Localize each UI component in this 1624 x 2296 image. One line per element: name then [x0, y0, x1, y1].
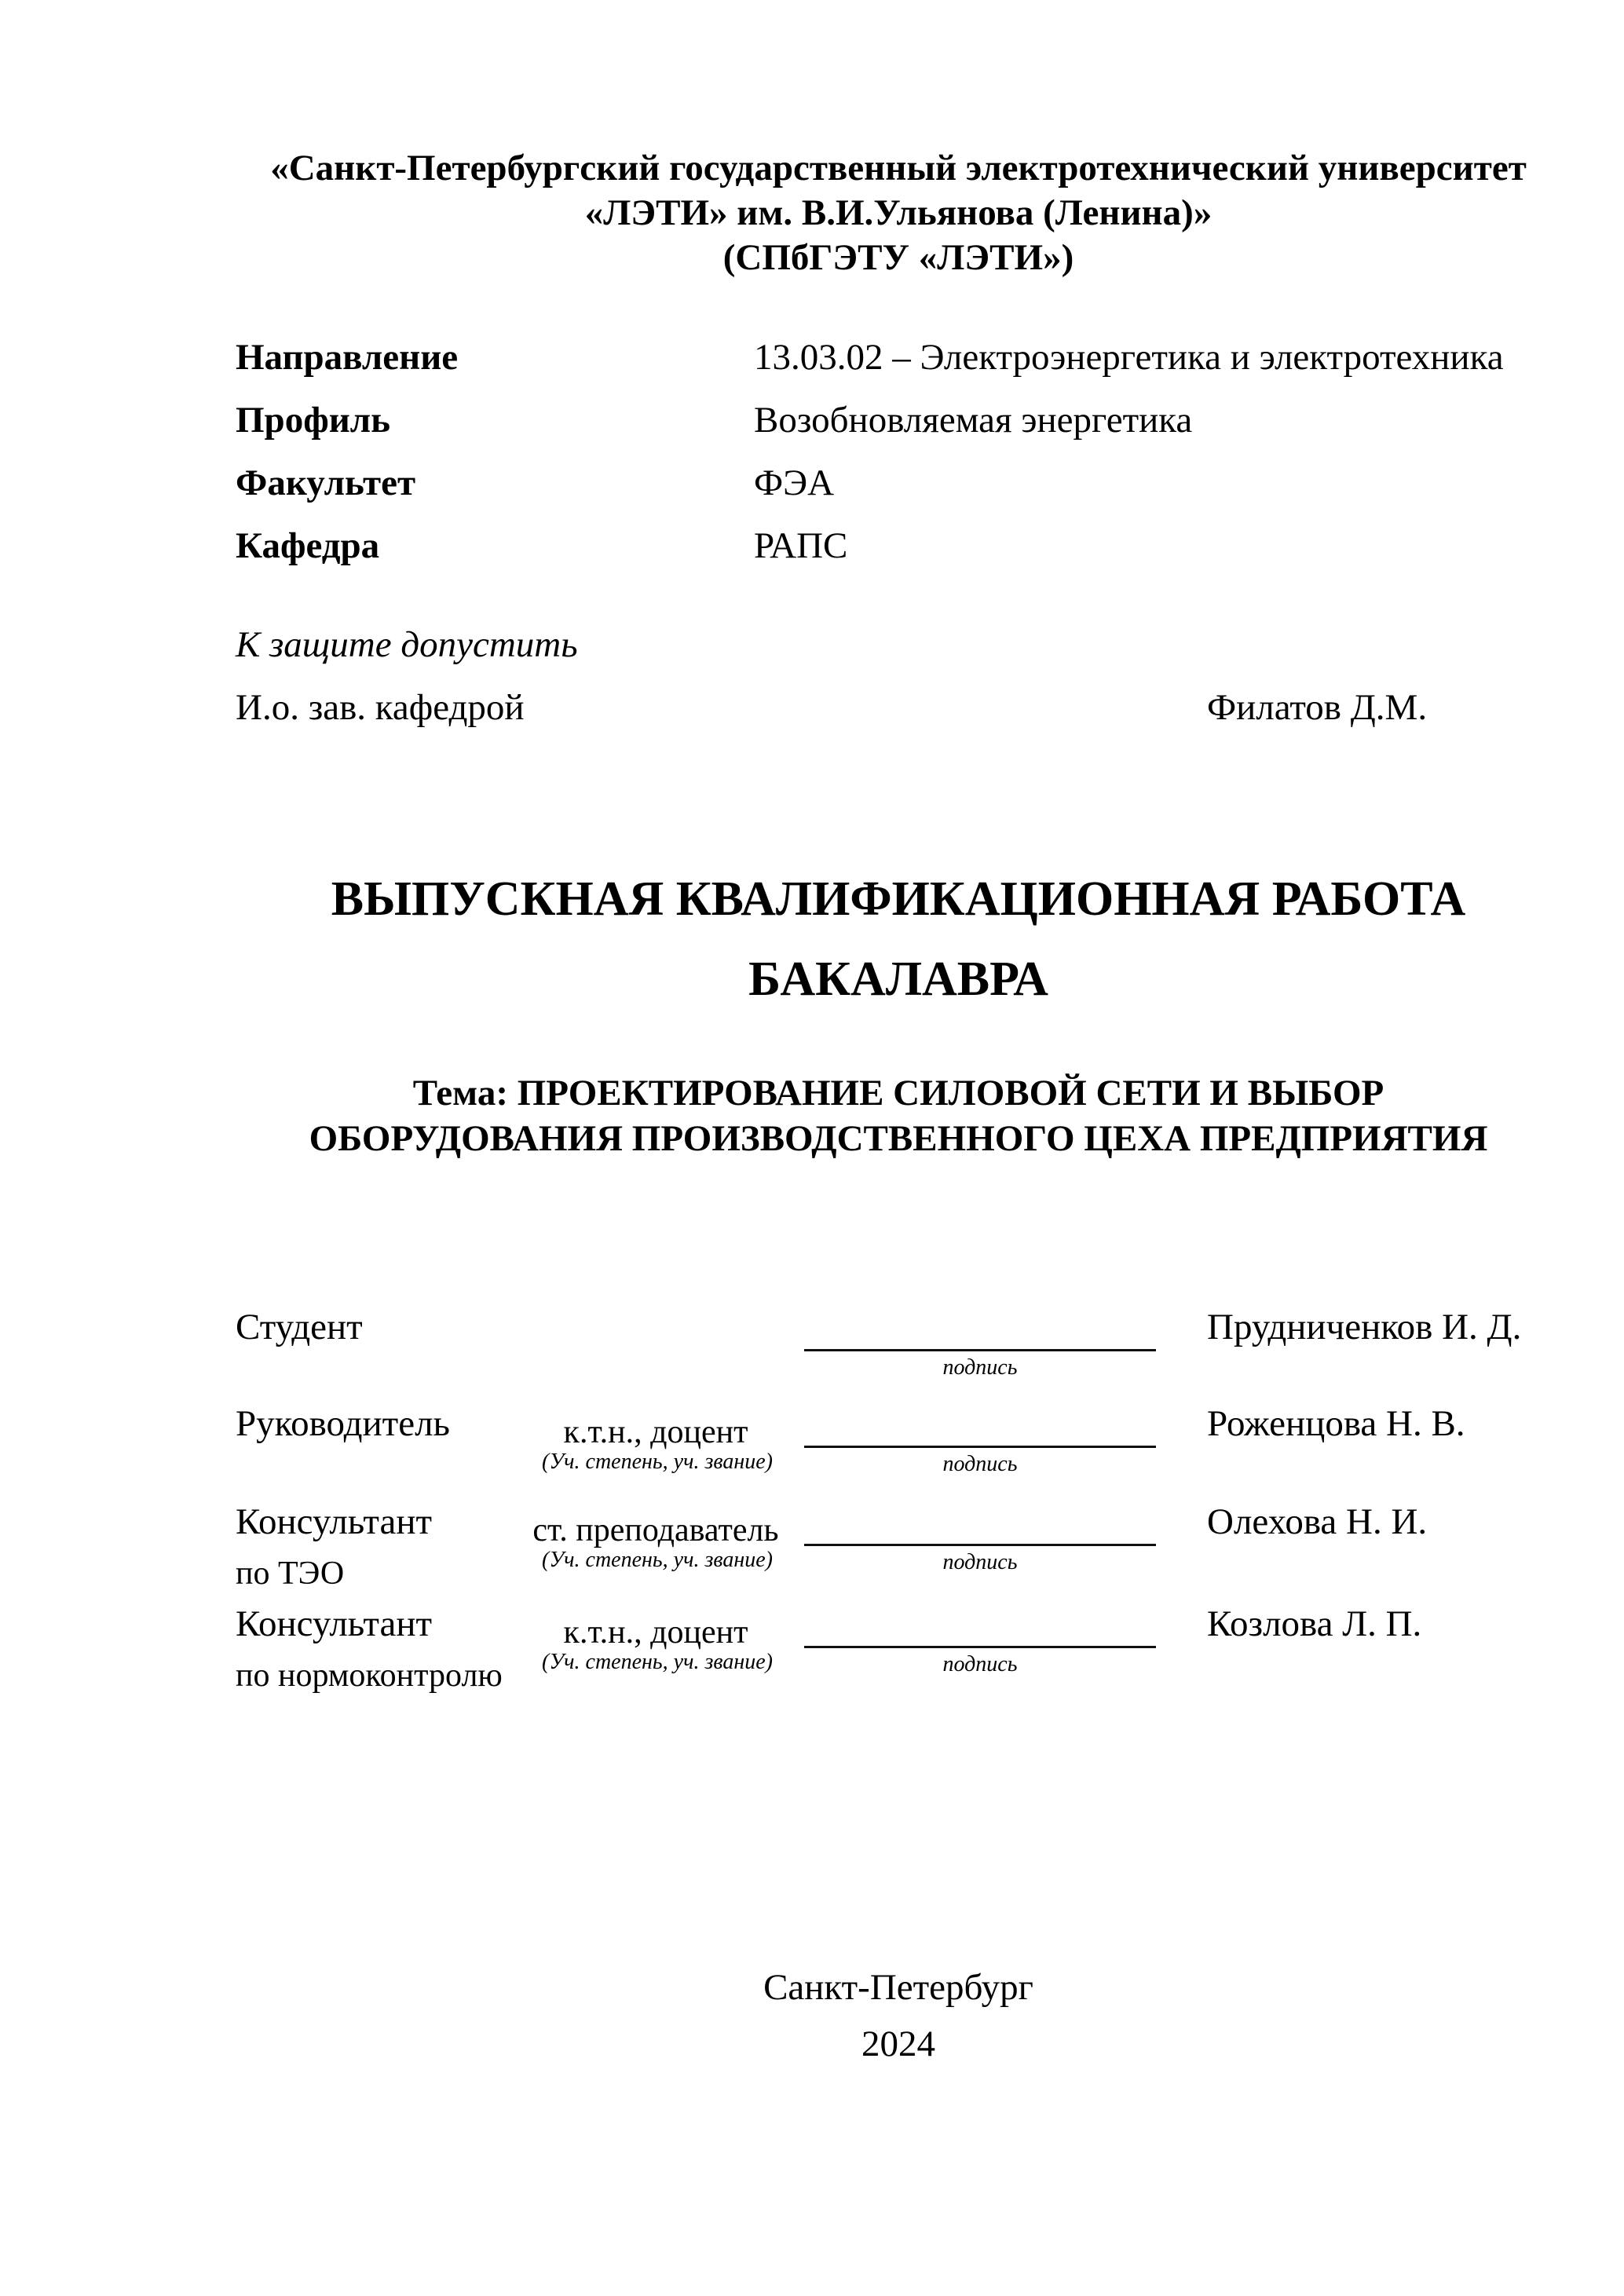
signature-line: [804, 1349, 1156, 1351]
admission-role: И.о. зав. кафедрой: [236, 687, 525, 728]
admission-name: Филатов Д.М.: [1207, 687, 1428, 728]
signature-degree: к.т.н., доцент: [563, 1614, 748, 1651]
info-label-profile: Профиль: [236, 400, 391, 441]
info-value-direction: 13.03.02 – Электроэнергетика и электротехника: [754, 337, 1504, 378]
university-header-line-2: «ЛЭТИ» им. В.И.Ульянова (Ленина)»: [584, 192, 1213, 233]
signature-role-detail: по нормоконтролю: [236, 1658, 503, 1694]
university-header: [236, 146, 1561, 280]
signature-line: [804, 1646, 1156, 1648]
signature-name: Роженцова Н. В.: [1207, 1403, 1465, 1444]
info-label-direction: Направление: [236, 337, 459, 378]
signature-role: Руководитель: [236, 1403, 450, 1444]
footer-year: 2024: [861, 2024, 935, 2064]
signature-caption: подпись: [942, 1550, 1018, 1574]
thesis-theme-line-1: Тема: ПРОЕКТИРОВАНИЕ СИЛОВОЙ СЕТИ И ВЫБОР: [412, 1073, 1384, 1113]
program-info-table: [236, 326, 1561, 577]
university-header-line-1: «Санкт-Петербургский государственный электротехнический университет: [270, 148, 1527, 188]
signature-name: Козлова Л. П.: [1207, 1603, 1422, 1644]
signature-row-student: [236, 1307, 1561, 1406]
admission-row: [236, 688, 1561, 727]
signature-row-consultant-normcontrol: [236, 1604, 1561, 1714]
info-row-faculty: [236, 452, 1561, 514]
signature-caption: подпись: [942, 1355, 1018, 1380]
signature-degree-caption: (Уч. степень, уч. звание): [542, 1548, 773, 1572]
info-value-profile: Возобновляемая энергетика: [754, 400, 1193, 441]
signature-name: Олехова Н. И.: [1207, 1501, 1428, 1542]
thesis-theme: [236, 1070, 1561, 1161]
signature-degree-caption: (Уч. степень, уч. звание): [542, 1650, 773, 1674]
signature-degree: ст. преподаватель: [532, 1512, 779, 1548]
main-title-line-2: БАКАЛАВРА: [748, 952, 1048, 1006]
info-row-profile: [236, 389, 1561, 452]
signature-caption: подпись: [942, 1652, 1018, 1676]
admission-phrase: К защите допустить: [236, 624, 578, 665]
signature-row-consultant-teo: [236, 1502, 1561, 1600]
signature-line: [804, 1446, 1156, 1448]
signature-role: Консультант: [236, 1501, 433, 1542]
signature-line: [804, 1544, 1156, 1546]
university-header-line-3: (СПбГЭТУ «ЛЭТИ»): [722, 237, 1074, 278]
signature-role: Консультант: [236, 1603, 433, 1644]
info-value-faculty: ФЭА: [754, 462, 835, 503]
info-label-faculty: Факультет: [236, 462, 416, 503]
signature-role-detail: по ТЭО: [236, 1556, 345, 1592]
info-label-department: Кафедра: [236, 525, 380, 566]
signature-row-supervisor: [236, 1404, 1561, 1502]
signature-name: Прудниченков И. Д.: [1207, 1307, 1522, 1347]
info-value-department: РАПС: [754, 525, 848, 566]
signature-caption: подпись: [942, 1452, 1018, 1476]
thesis-theme-line-2: ОБОРУДОВАНИЯ ПРОИЗВОДСТВЕННОГО ЦЕХА ПРЕДПРИЯТИЯ: [309, 1118, 1488, 1159]
info-row-direction: [236, 326, 1561, 389]
signature-degree-caption: (Уч. степень, уч. звание): [542, 1450, 773, 1474]
signature-degree: к.т.н., доцент: [563, 1414, 748, 1450]
info-row-department: [236, 514, 1561, 577]
signature-role: Студент: [236, 1307, 363, 1347]
main-title-line-1: ВЫПУСКНАЯ КВАЛИФИКАЦИОННАЯ РАБОТА: [331, 872, 1466, 926]
footer-city: Санкт-Петербург: [763, 1967, 1033, 2008]
